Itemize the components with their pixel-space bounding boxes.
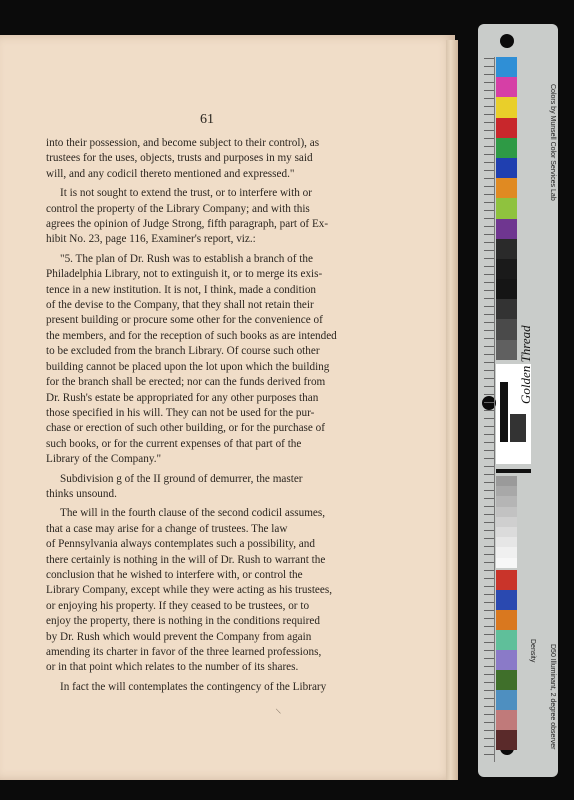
text-line: Dr. Rush's estate be appropriated for any other purposes than [46, 391, 319, 404]
text-line: agrees the opinion of Judge Strong, fifth paragraph, part of Ex- [46, 218, 329, 231]
text-line: Subdivision g of the II ground of demurrer, the master [60, 472, 303, 485]
text-line: tence in a new institution. It is not, I think, made a condition [46, 283, 317, 296]
text-line: "5. The plan of Dr. Rush was to establish a branch of the [60, 252, 313, 265]
color-swatch [496, 198, 517, 218]
color-swatch [496, 259, 517, 279]
page-text [46, 136, 364, 699]
color-swatch [496, 299, 517, 319]
color-swatch [496, 517, 517, 527]
color-swatch [496, 319, 517, 339]
text-line: of the devise to the Company, that they shall not retain their [46, 299, 314, 312]
text-line: thinks unsound. [46, 487, 117, 500]
color-swatch [496, 570, 517, 590]
card-density-label: Density [529, 639, 536, 663]
color-swatch [496, 610, 517, 630]
color-swatch [496, 630, 517, 650]
card-brand: Golden Thread [518, 325, 533, 404]
paragraph [46, 506, 364, 675]
color-swatch [496, 486, 517, 496]
card-top-label: Colors by Munsell Color Services Lab [549, 84, 556, 201]
text-line: It is not sought to extend the trust, or to interfere with or [60, 187, 312, 200]
gray-target [496, 325, 533, 464]
text-line: Library Company, except while they were acting as his trustees, [46, 584, 333, 597]
color-swatch [496, 590, 517, 610]
paragraph [46, 472, 364, 503]
color-swatch [496, 496, 517, 506]
text-line: In fact the will contemplates the contingency of the Library [60, 680, 327, 693]
color-swatch [496, 219, 517, 239]
text-line: amending its charter in favor of the three learned professions, [46, 646, 322, 658]
color-swatch [496, 279, 517, 299]
black-bar [500, 382, 508, 442]
paragraph [46, 186, 364, 248]
gray-swatches [496, 476, 517, 568]
color-swatch [496, 650, 517, 670]
text-line: The will in the fourth clause of the second codicil assumes, [60, 507, 326, 520]
text-line: by Dr. Rush which would prevent the Company from again [46, 630, 312, 643]
text-line: or in that point which relates to the number of its shares. [46, 661, 299, 674]
card-bottom-label: D50 Illuminant, 2 degree observer [549, 644, 556, 750]
text-line: of Pennsylvania always contemplates such a possibility, and [46, 538, 315, 551]
text-line: Philadelphia Library, not to extinguish it, or to merge its exis- [46, 268, 323, 281]
color-calibration-card [478, 24, 558, 777]
color-swatch [496, 138, 517, 158]
text-line: conclusion that he wished to interfere with, or control the [46, 568, 303, 581]
color-swatches [496, 57, 517, 360]
color-swatch [496, 178, 517, 198]
bottom-swatches [496, 570, 517, 750]
page-edge [446, 40, 458, 780]
text-line: the members, and for the reception of such books as are intended [46, 329, 337, 342]
text-line: into their possession, and become subject to their control), as [46, 137, 320, 149]
text-line: chase or erection of such other building, or for the purchase of [46, 422, 325, 435]
color-swatch [496, 340, 517, 360]
text-line: present building or procure some other for the convenience of [46, 314, 323, 327]
dark-gray-patch [510, 414, 526, 442]
text-line: those specified in his will. They can not be used for the pur- [46, 406, 315, 419]
page-number: 61 [200, 112, 214, 127]
color-swatch [496, 558, 517, 568]
color-swatch [496, 690, 517, 710]
card-ruler [484, 57, 495, 762]
color-swatch [496, 239, 517, 259]
text-line: will, and any codicil thereto mentioned and expressed." [46, 167, 295, 180]
color-swatch [496, 77, 517, 97]
text-line: Library of the Company." [46, 453, 162, 466]
color-swatch [496, 710, 517, 730]
color-swatch [496, 57, 517, 77]
text-line: for the branch shall be erected; nor can the funds derived from [46, 376, 326, 389]
text-line: such books, or for the current expenses of that part of the [46, 437, 302, 450]
text-line: building cannot be placed upon the lot upon which the building [46, 360, 330, 373]
color-swatch [496, 547, 517, 557]
text-line: that a case may arise for a change of trustees. The law [46, 522, 288, 535]
card-hole-top [500, 34, 514, 48]
paragraph [46, 136, 364, 182]
ink-mark: \ [275, 705, 282, 717]
text-line: control the property of the Library Company; and with this [46, 202, 310, 215]
color-swatch [496, 97, 517, 117]
color-swatch [496, 527, 517, 537]
paragraph [46, 680, 364, 695]
text-line: enjoy the property, there is nothing in the conditions required [46, 615, 320, 628]
color-swatch [496, 537, 517, 547]
text-line: trustees for the uses, objects, trusts and purposes in my said [46, 152, 313, 165]
color-swatch [496, 158, 517, 178]
color-swatch [496, 476, 517, 486]
paragraph [46, 252, 364, 468]
text-line: there certainly is nothing in the will of Dr. Rush to warrant the [46, 553, 326, 566]
text-line: or enjoying his property. If they ceased to be trustees, or to [46, 599, 310, 612]
color-swatch [496, 730, 517, 750]
color-swatch [496, 118, 517, 138]
color-swatch [496, 670, 517, 690]
color-swatch [496, 507, 517, 517]
card-separator [496, 469, 531, 473]
text-line: to be excluded from the branch Library. Of course such other [46, 345, 320, 358]
text-line: hibit No. 23, page 116, Examiner's report, viz.: [46, 233, 256, 246]
